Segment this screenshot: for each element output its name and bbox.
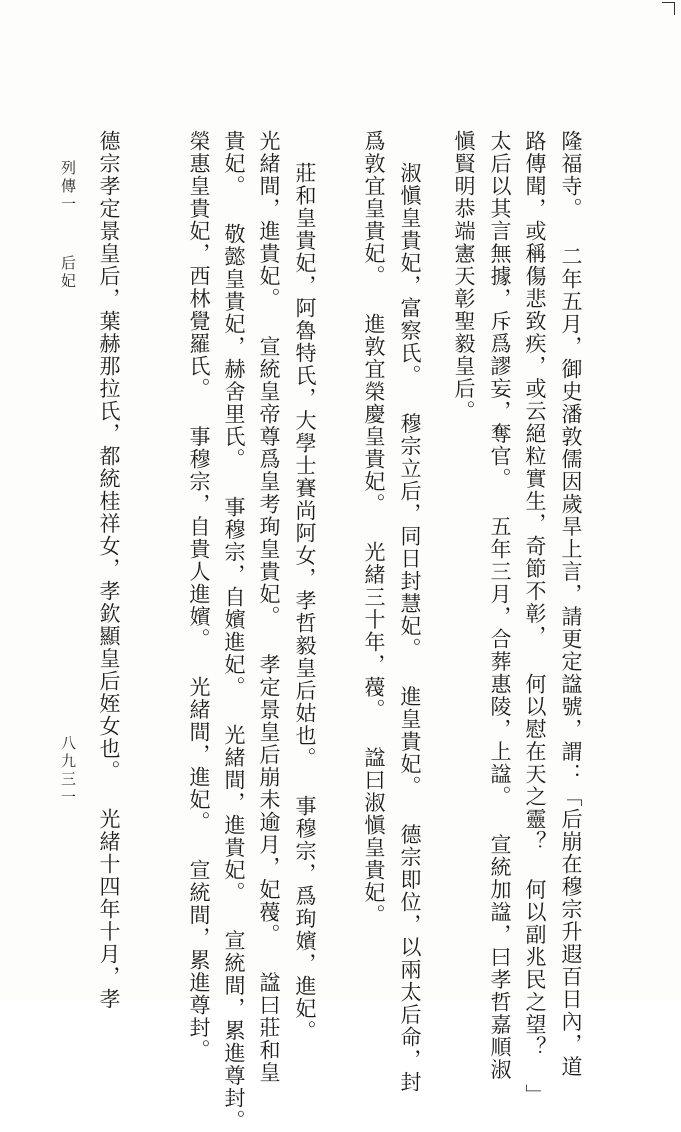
text-column-11: 德宗孝定景皇后，葉赫那拉氏，都統桂祥女，孝欽顯皇后姪女也。 光緒十四年十月，孝 bbox=[97, 130, 121, 1011]
footer-section-label: 列傳一 bbox=[59, 160, 77, 214]
footer-page-number: 八九三一 bbox=[59, 735, 77, 807]
text-column-4: 愼賢明恭端憲天彰聖毅皇后。 bbox=[452, 130, 476, 423]
text-column-6: 爲敦宜皇貴妃。 進敦宜榮慶皇貴妃。 光緒三十年，薎。 諡曰淑愼皇貴妃。 bbox=[362, 130, 386, 927]
text-column-8: 光緒間，進貴妃。 宣統皇帝尊爲皇考珣皇貴妃。 孝定景皇后崩未逾月，妃薎。 諡曰莊和皇 bbox=[257, 130, 281, 1084]
corner-crop-mark bbox=[662, 2, 675, 15]
text-column-1: 隆福寺。 二年五月，御史潘敦儒因歲旱上言，請更定諡號，謂：「后崩在穆宗升遐百日內，道 bbox=[559, 130, 583, 1078]
text-column-10: 榮惠皇貴妃，西林覺羅氏。 事穆宗，自貴人進嬪。 光緒間，進妃。 宣統間，累進尊封。 bbox=[187, 130, 211, 1062]
text-column-3: 太后以其言無據，斥爲謬妄，奪官。 五年三月，合葬惠陵，上諡。 宣統加諡，曰孝哲嘉順淑 bbox=[488, 130, 512, 1081]
footer-chapter-label: 后妃 bbox=[59, 255, 77, 291]
text-column-7: 莊和皇貴妃，阿魯特氏，大學士賽尚阿女，孝哲毅皇后姑也。 事穆宗，爲珣嬪，進妃。 bbox=[293, 162, 317, 1043]
text-column-5: 淑愼皇貴妃，富察氏。 穆宗立后，同日封慧妃。 進皇貴妃。 德宗即位，以兩太后命，封 bbox=[398, 162, 422, 1094]
text-column-9: 貴妃。 敬懿皇貴妃，赫舍里氏。 事穆宗，自嬪進妃。 光緒間，進貴妃。 宣統間，累進尊封。 bbox=[222, 130, 246, 1132]
text-column-2: 路傳聞，或稱傷悲致疾，或云絕粒實生，奇節不彰， 何以慰在天之靈？ 何以副兆民之望？ 」 bbox=[523, 130, 547, 1107]
